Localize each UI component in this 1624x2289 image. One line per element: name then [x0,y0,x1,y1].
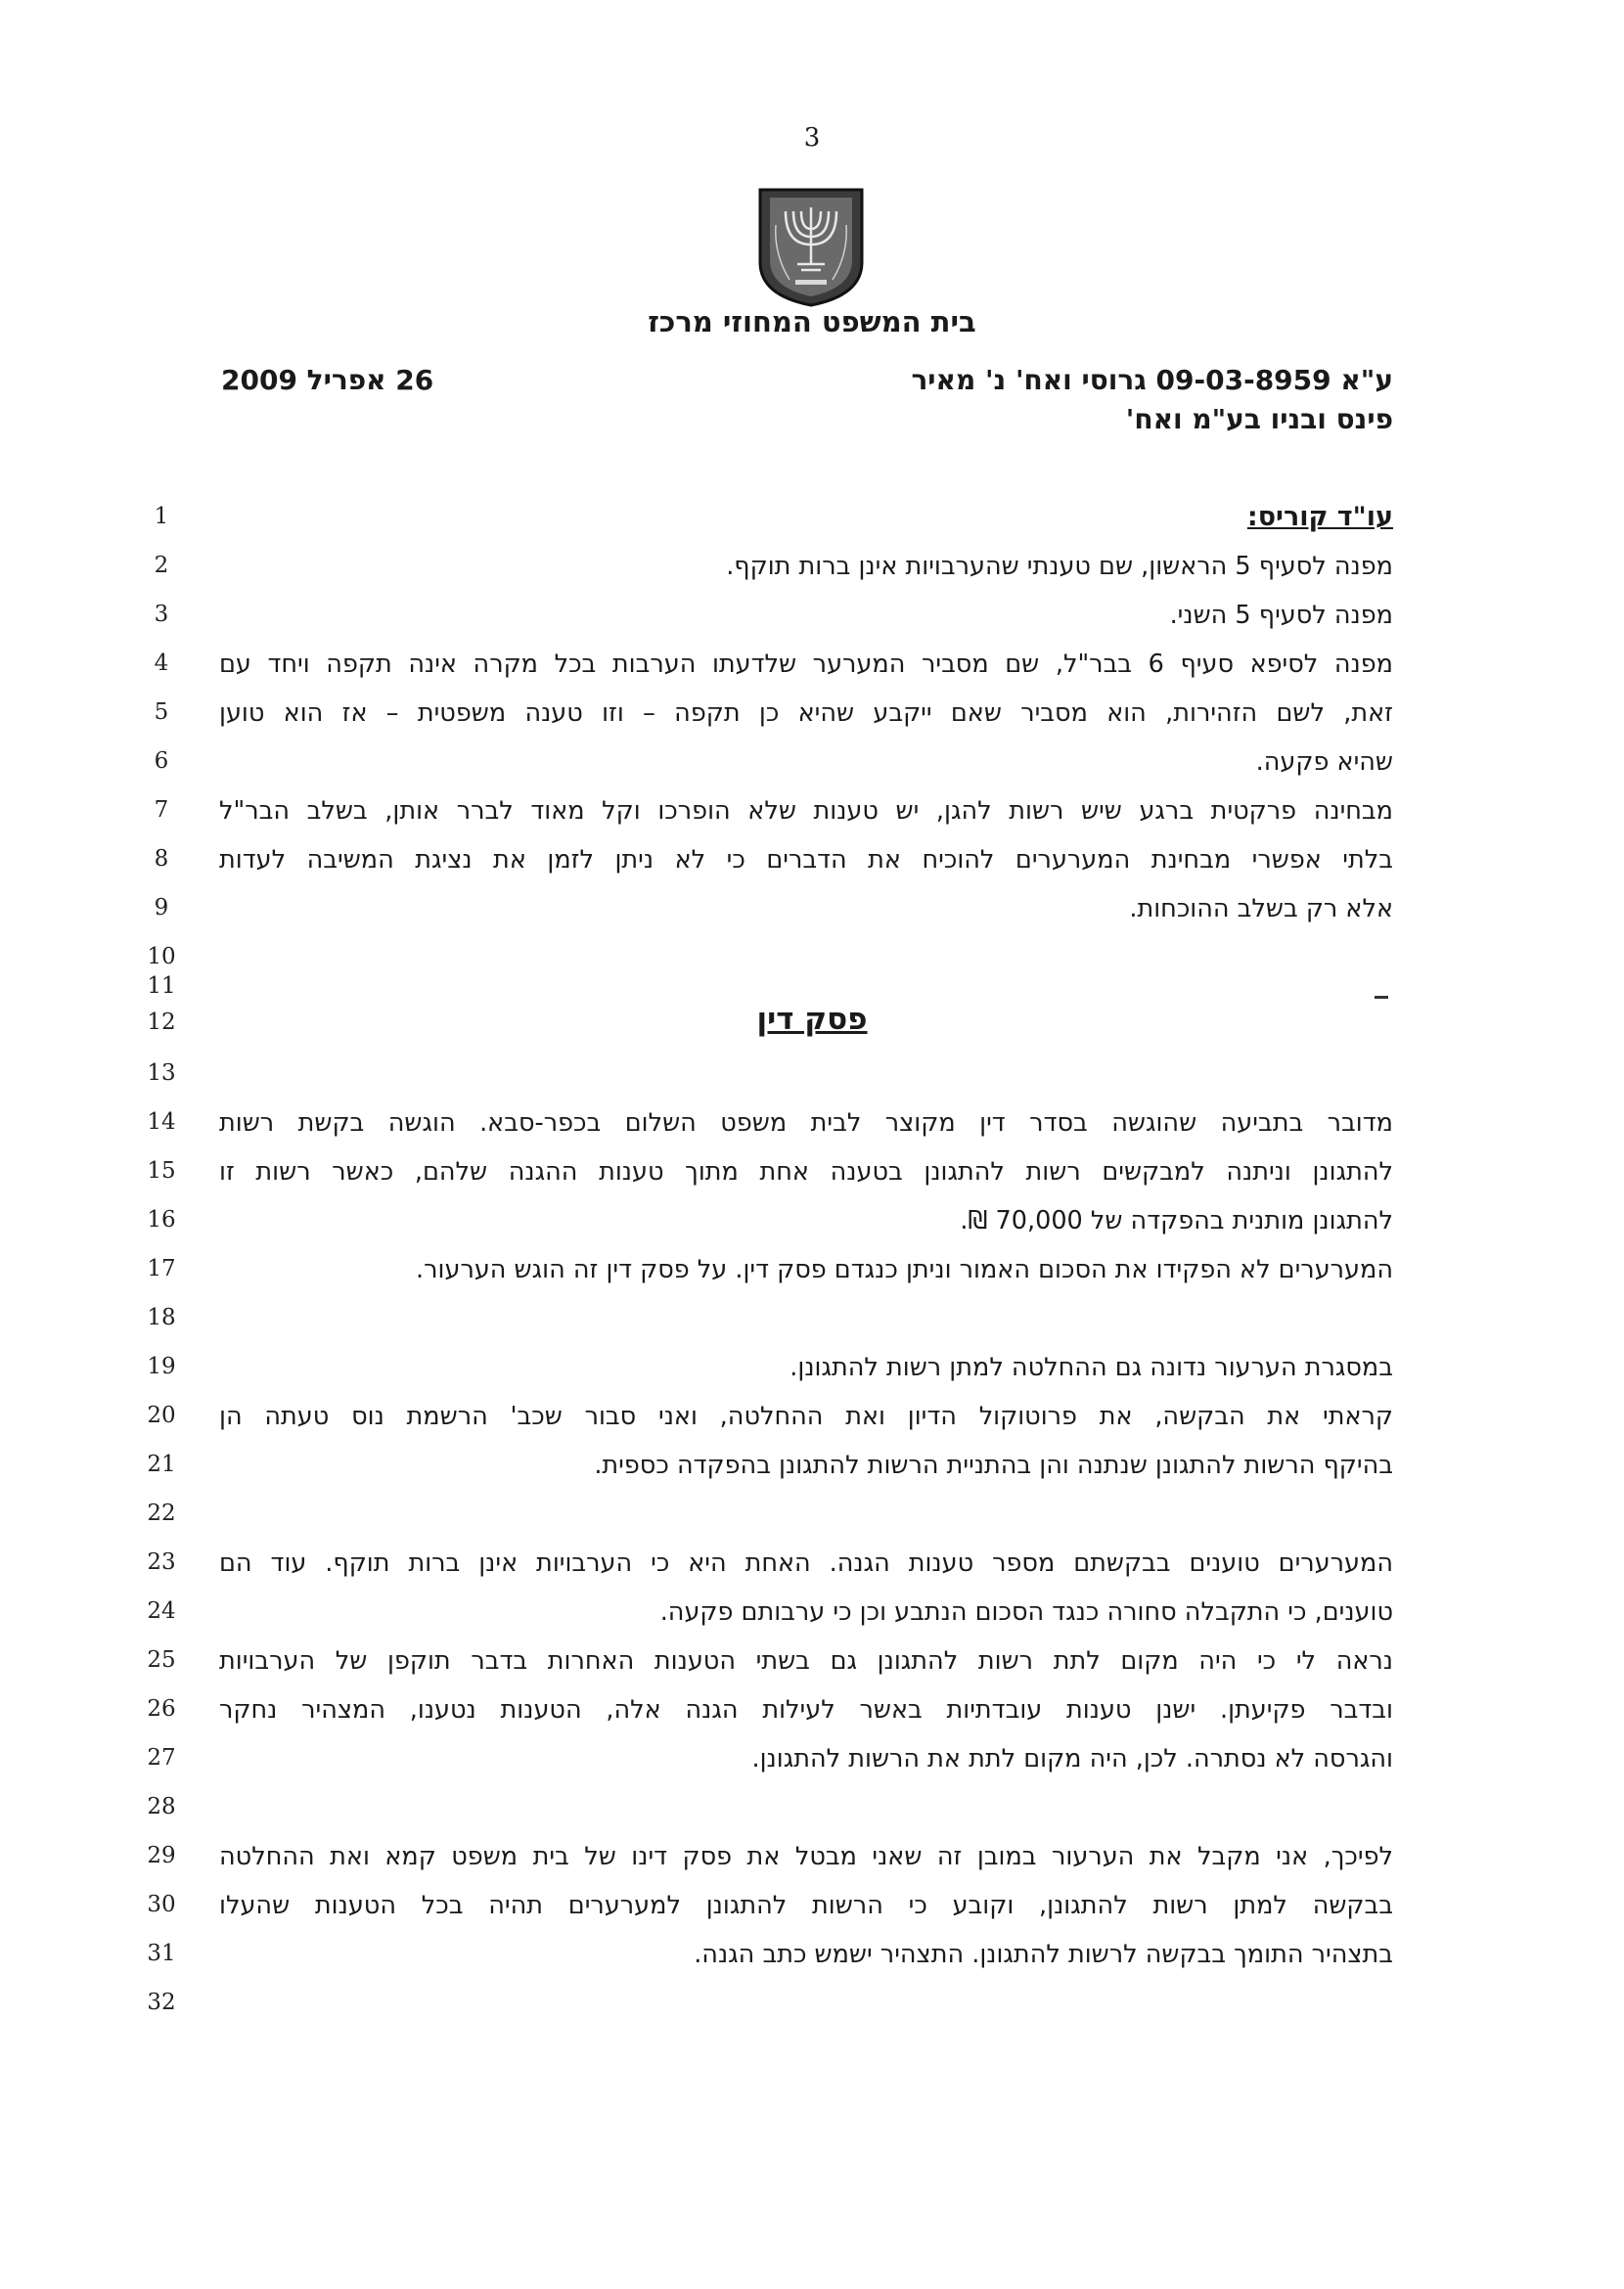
line-number: 15 [147,1158,176,1184]
line-number: 7 [154,797,169,823]
line-number: 26 [147,1696,176,1722]
line-number: 13 [147,1060,176,1086]
verdict-title: פסק דין [756,1002,868,1037]
line-number: 32 [147,1990,176,2015]
line-number: 1 [154,504,169,529]
body-line: טוענים, כי התקבלה סחורה כנגד הסכום הנתבע וכן כי ערבותם פקעה. [659,1597,1393,1627]
line-number: 21 [147,1452,176,1477]
line-number: 19 [147,1354,176,1379]
line-number: 24 [147,1598,176,1624]
body-line: להתגונן וניתנה למבקשים רשות להתגונן בטענה אחת מתוך טענות ההגנה שלהם, כאשר רשות זו [219,1157,1393,1187]
body-line: מפנה לסיפא סעיף 6 בבר"ל, שם מסביר המערער שלדעתו הערבות בכל מקרה אינה תקפה ויחד עם [219,650,1393,679]
body-line: שהיא פקעה. [1255,747,1393,777]
line-number: 14 [147,1109,176,1135]
line-number: 27 [147,1745,176,1771]
line-number: 29 [147,1843,176,1868]
line-number: 9 [154,895,169,920]
body-line: מפנה לסעיף 5 הראשון, שם טענתי שהערבויות אינן ברות תוקף. [726,552,1393,581]
body-line: קראתי את הבקשה, את פרוטוקול הדיון ואת ההחלטה, ואני סבור שכב' הרשמת נוס טעתה הן [219,1402,1393,1431]
line-number: 12 [147,1010,176,1035]
speaker-name: עו"ד קוריס: [1246,502,1393,532]
line-number: 2 [154,553,169,578]
line-number: 5 [154,699,169,725]
state-emblem-icon [756,186,866,307]
body-line: זאת, לשם הזהירות, הוא מסביר שאם ייקבע שהיא כן תקפה – וזו טענה משפטית – אז הוא טוען [219,698,1393,728]
body-line: מבחינה פרקטית ברגע שיש רשות להגן, יש טענות שלא הופרכו וקל מאוד לברר אותן, בשלב הבר"ל [219,796,1393,826]
body-line: בתצהיר התומך בבקשה לרשות להתגונן. התצהיר ישמש כתב הגנה. [694,1940,1393,1969]
line-number: 8 [154,846,169,872]
line-number: 17 [147,1256,176,1281]
body-line: לפיכך, אני מקבל את הערעור במובן זה שאני מבטל את פסק דינו של בית משפט קמא ואת ההחלטה [219,1842,1393,1871]
case-parties: פינס ובניו בע"מ ואח' [1125,403,1393,435]
case-title: ע"א 09-03-8959 גרוסי ואח' נ' מאיר [911,364,1393,396]
case-date: 26 אפריל 2009 [221,364,434,396]
body-line: ובדבר פקיעתן. ישנן טענות עובדתיות באשר לעילות הגנה אלה, הטענות נטענו, המצהיר נחקר [219,1695,1393,1725]
body-line: במסגרת הערעור נדונה גם ההחלטה למתן רשות להתגונן. [789,1353,1393,1382]
body-line: והגרסה לא נסתרה. לכן, היה מקום לתת את הרשות להתגונן. [751,1744,1393,1773]
body-line: מדובר בתביעה שהוגשה בסדר דין מקוצר לבית משפט השלום בכפר-סבא. הוגשה בקשת רשות [219,1108,1393,1138]
speaker-heading [219,502,1393,533]
body-line: מפנה לסעיף 5 השני. [1169,601,1393,630]
body-line: נראה לי כי היה מקום לתת רשות להתגונן גם בשתי הטענות האחרות בדבר תוקפן של הערבויות [219,1646,1393,1676]
body-line: המערערים טוענים בבקשתם מספר טענות הגנה. האחת היא כי הערבויות אינן ברות תוקף. עוד הם [219,1548,1393,1578]
body-line: בבקשה למתן רשות להתגונן, וקובע כי הרשות להתגונן למערערים תהיה בכל הטענות שהעלו [219,1891,1393,1920]
line-number: 16 [147,1207,176,1233]
line-number: 11 [147,973,176,999]
body-line: המערערים לא הפקידו את הסכום האמור וניתן כנגדם פסק דין. על פסק דין זה הוגש הערעור. [416,1255,1393,1284]
line-number: 31 [147,1941,176,1966]
body-line: להתגונן מותנית בהפקדה של 70,000 ₪. [960,1206,1393,1235]
body-line: בלתי אפשרי מבחינת המערערים להוכיח את הדברים כי לא ניתן לזמן את נציגת המשיבה לעדות [219,845,1393,875]
line-number: 6 [154,748,169,774]
line-number: 25 [147,1647,176,1673]
line-number: 30 [147,1892,176,1917]
line-number: 3 [154,602,169,627]
body-line: אלא רק בשלב ההוכחות. [1129,894,1393,923]
line-number: 20 [147,1403,176,1428]
line-number: 4 [154,651,169,676]
page-number: 3 [803,123,821,153]
court-name: בית המשפט המחוזי מרכז [648,305,976,338]
line-number: 22 [147,1501,176,1526]
scan-mark [1375,996,1388,999]
line-number: 10 [147,944,176,969]
line-number: 28 [147,1794,176,1819]
line-number: 18 [147,1305,176,1330]
body-line: בהיקף הרשות להתגונן שנתנה והן בהתניית הרשות להתגונן בהפקדה כספית. [594,1451,1393,1480]
line-number: 23 [147,1549,176,1575]
